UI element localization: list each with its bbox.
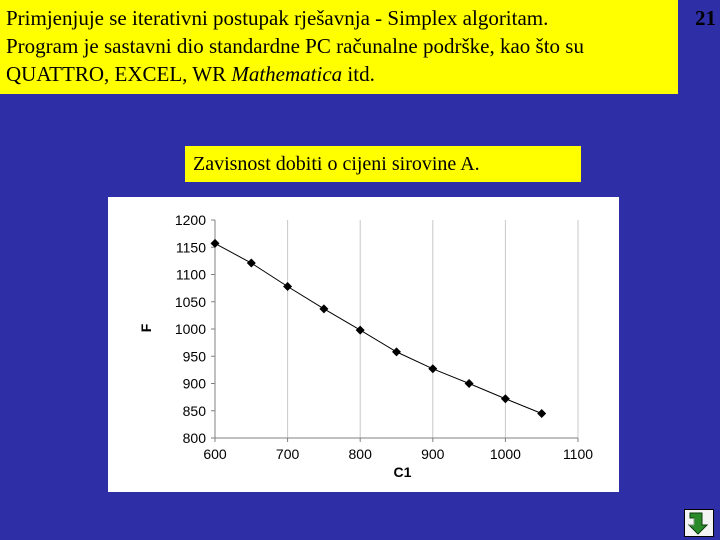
- data-point: [319, 304, 328, 313]
- data-point: [537, 409, 546, 418]
- x-tick-label: 700: [275, 446, 300, 462]
- header-text-box: [0, 0, 678, 94]
- header-line-2: Program je sastavni dio standardne PC računalne podrške, kao što su: [6, 34, 584, 58]
- y-tick-label: 1100: [175, 266, 206, 283]
- y-tick-label: 800: [182, 430, 206, 446]
- data-point: [247, 259, 256, 268]
- data-point: [211, 239, 220, 248]
- return-arrow-icon: [685, 510, 713, 536]
- chart-caption: Zavisnost dobiti o cijeni sirovine A.: [185, 146, 581, 182]
- y-tick-label: 1200: [174, 212, 206, 228]
- data-point: [392, 347, 401, 356]
- slide-number: 21: [695, 6, 716, 30]
- line-chart: [108, 197, 619, 492]
- y-tick-label: 850: [182, 402, 206, 419]
- x-tick-label: 800: [348, 446, 372, 462]
- x-tick-label: 900: [421, 446, 445, 462]
- data-point: [501, 394, 510, 403]
- axes-layer: [211, 220, 578, 442]
- data-point: [428, 364, 437, 373]
- data-point: [283, 282, 292, 291]
- data-point: [356, 326, 365, 335]
- y-axis-title: F: [138, 323, 154, 333]
- return-button[interactable]: [684, 509, 714, 537]
- header-line-3: [6, 60, 672, 88]
- y-tick-label: 1050: [174, 293, 206, 310]
- header-line-3-text: QUATTRO, EXCEL, WR: [6, 62, 232, 86]
- data-point: [465, 379, 474, 388]
- x-tick-label: 1000: [489, 446, 521, 462]
- series-layer: [211, 239, 547, 418]
- x-tick-label: 600: [203, 446, 227, 462]
- x-tick-label: 1100: [562, 446, 594, 462]
- grid-layer: [288, 220, 578, 438]
- header-line-1: Primjenjuje se iterativni postupak rješavnja - Simplex algoritam.: [6, 6, 549, 30]
- labels-layer: [138, 212, 593, 480]
- y-tick-label: 950: [182, 348, 206, 365]
- header-line-3-end: itd.: [342, 62, 375, 86]
- series-line: [215, 243, 542, 413]
- y-tick-label: 900: [182, 375, 206, 392]
- x-axis-title: C1: [393, 464, 412, 480]
- header-line-3-italic: Mathematica: [231, 62, 343, 86]
- chart-panel: [108, 197, 619, 492]
- y-tick-label: 1150: [175, 239, 206, 256]
- y-tick-label: 1000: [174, 321, 206, 337]
